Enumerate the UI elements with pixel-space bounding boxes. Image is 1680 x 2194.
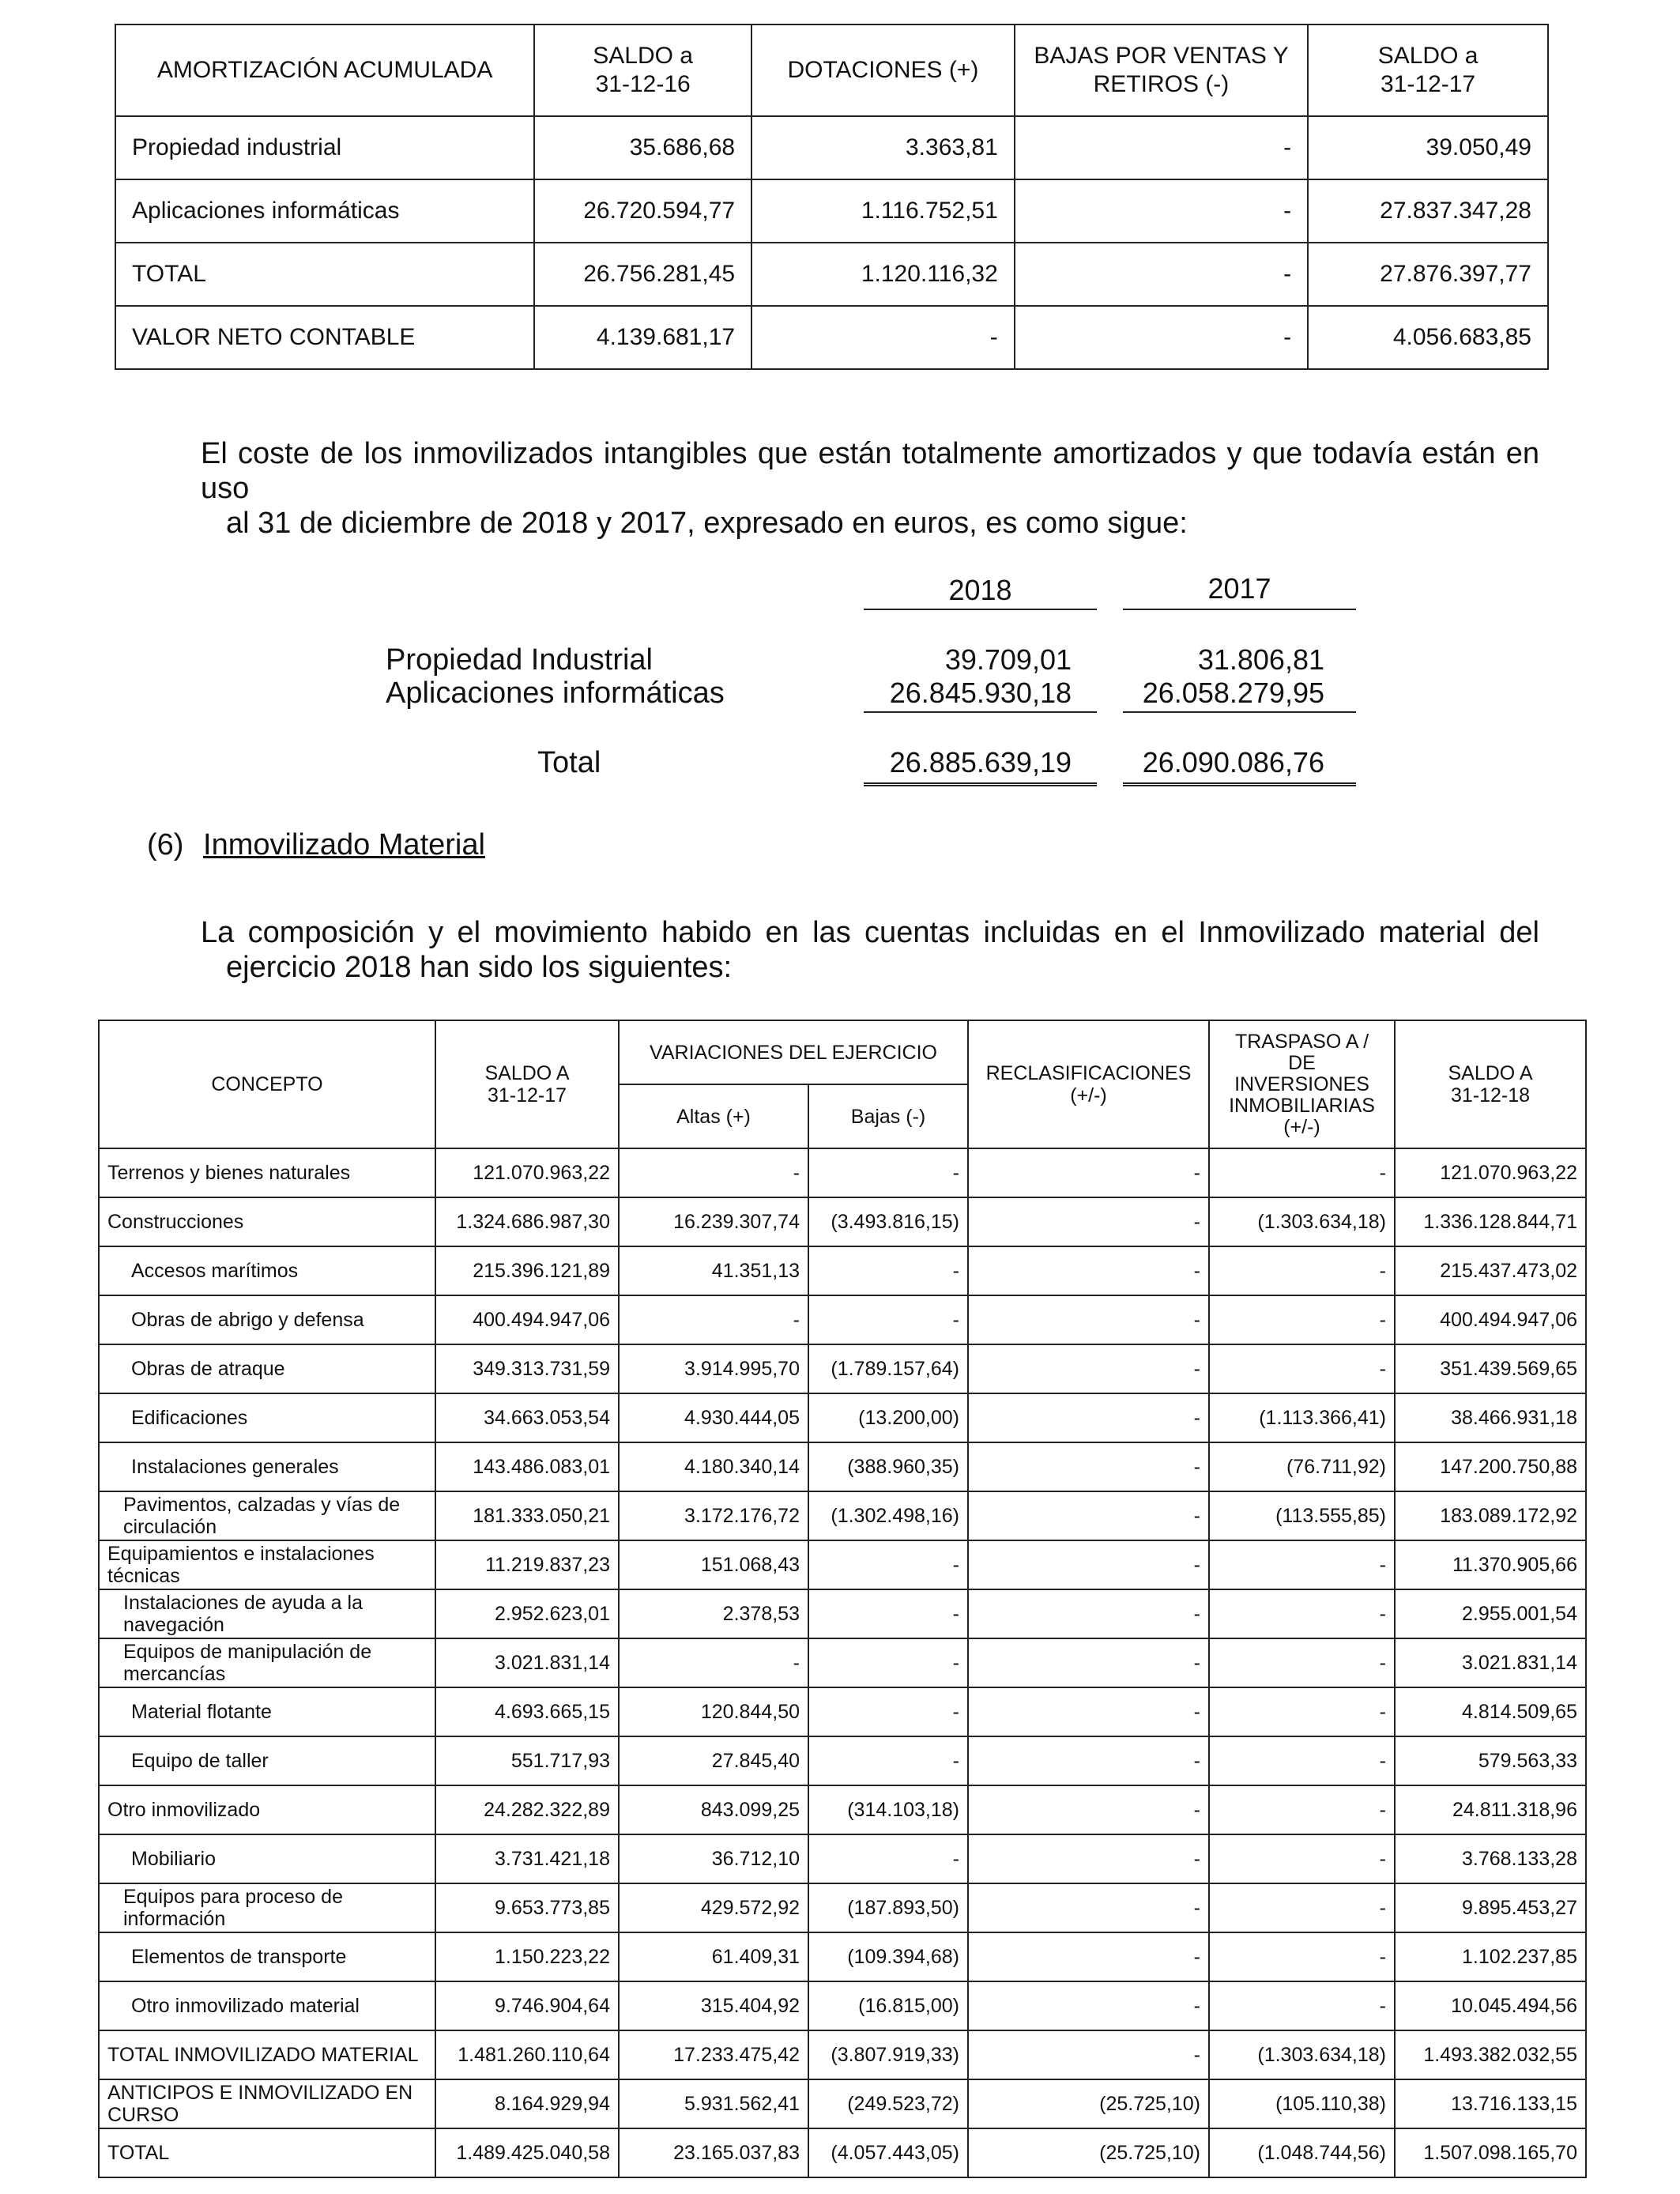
row-value: - [808,1540,968,1589]
row-value: - [1209,1246,1395,1295]
row-value: - [968,1344,1209,1393]
row-value: (4.057.443,05) [808,2128,968,2177]
row-value: 1.489.425.040,58 [435,2128,619,2177]
amortization-row [115,243,1548,306]
row-value: (25.725,10) [968,2079,1209,2128]
row-value: - [1209,1295,1395,1344]
tangible-row [99,2079,1586,2128]
tangible-header-row [99,1020,1586,1084]
row-value: (1.303.634,18) [1209,2030,1395,2079]
header-dotaciones: DOTACIONES (+) [751,25,1015,116]
row-value: - [968,1148,1209,1197]
row-value: 3.731.421,18 [435,1834,619,1883]
row-value: (76.711,92) [1209,1442,1395,1491]
row-value: - [619,1638,808,1687]
row-value: - [968,1638,1209,1687]
paragraph-line: La composición y el movimiento habido en las cuentas incluidas en el Inmovilizado material del [201,916,1539,949]
row-value: (1.789.157,64) [808,1344,968,1393]
summary-value: 26.058.279,95 [1142,677,1324,709]
row-value: 38.466.931,18 [1395,1393,1586,1442]
tangible-row [99,1197,1586,1246]
header-saldo-17: SALDO A 31-12-17 [435,1020,619,1148]
row-value: - [808,1295,968,1344]
row-value: - [1209,1638,1395,1687]
tangible-row [99,2128,1586,2177]
row-value: - [808,1687,968,1736]
concept-label: Mobiliario [99,1834,435,1883]
header-concepto: CONCEPTO [99,1020,435,1148]
row-value: (187.893,50) [808,1883,968,1932]
concept-label: Elementos de transporte [99,1932,435,1981]
row-value: (25.725,10) [968,2128,1209,2177]
row-value: (1.303.634,18) [1209,1197,1395,1246]
header-amortizacion: AMORTIZACIÓN ACUMULADA [115,25,534,116]
summary-value: 26.845.930,18 [889,677,1072,709]
row-value: - [808,1589,968,1638]
tangible-row [99,1442,1586,1491]
row-value: (1.302.498,16) [808,1491,968,1540]
header-saldo-17: SALDO a 31-12-17 [1308,25,1548,116]
row-value: 13.716.133,15 [1395,2079,1586,2128]
row-value: - [1209,1148,1395,1197]
row-value: - [1015,243,1308,306]
header-saldo-16: SALDO a 31-12-16 [534,25,751,116]
concept-label: Edificaciones [99,1393,435,1442]
row-label: VALOR NETO CONTABLE [115,306,534,369]
row-value: 27.876.397,77 [1308,243,1548,306]
row-value: - [1209,1344,1395,1393]
row-value: 400.494.947,06 [435,1295,619,1344]
summary-value: 31.806,81 [1197,643,1324,676]
row-value: - [1209,1589,1395,1638]
row-value: 4.139.681,17 [534,306,751,369]
row-value: - [1209,1540,1395,1589]
concept-label: TOTAL INMOVILIZADO MATERIAL [99,2030,435,2079]
row-value: (249.523,72) [808,2079,968,2128]
row-value: - [968,1736,1209,1785]
header-traspaso: TRASPASO A / DE INVERSIONES INMOBILIARIAS (+/-) [1209,1020,1395,1148]
tangible-row [99,1736,1586,1785]
summary-total-value: 26.090.086,76 [1142,746,1324,778]
summary-header-rule [1123,609,1356,610]
row-value: - [808,1638,968,1687]
header-altas: Altas (+) [619,1084,808,1148]
concept-label: Instalaciones generales [99,1442,435,1491]
row-value: 1.493.382.032,55 [1395,2030,1586,2079]
concept-label: Equipos de manipulación de mercancías [99,1638,435,1687]
row-value: 17.233.475,42 [619,2030,808,2079]
section-heading [147,828,485,862]
header-bajas: BAJAS POR VENTAS Y RETIROS (-) [1015,25,1308,116]
row-value: - [1209,1932,1395,1981]
row-value: 400.494.947,06 [1395,1295,1586,1344]
summary-label: Propiedad Industrial [386,643,653,677]
row-value: (13.200,00) [808,1393,968,1442]
concept-label: Accesos marítimos [99,1246,435,1295]
row-label: Aplicaciones informáticas [115,179,534,243]
row-value: - [968,1785,1209,1834]
summary-subtotal-rule [1123,711,1356,713]
tangible-row [99,1393,1586,1442]
header-reclasificaciones: RECLASIFICACIONES (+/-) [968,1020,1209,1148]
row-value: - [808,1736,968,1785]
row-value: - [1209,1785,1395,1834]
tangible-row [99,1785,1586,1834]
summary-header-rule [864,609,1097,610]
row-value: - [968,1589,1209,1638]
concept-label: Instalaciones de ayuda a la navegación [99,1589,435,1638]
row-value: 1.324.686.987,30 [435,1197,619,1246]
row-value: 3.021.831,14 [1395,1638,1586,1687]
row-value: 4.930.444,05 [619,1393,808,1442]
tangible-row [99,1687,1586,1736]
row-value: 9.746.904,64 [435,1981,619,2030]
row-value: - [751,306,1015,369]
row-value: 3.768.133,28 [1395,1834,1586,1883]
row-value: 3.914.995,70 [619,1344,808,1393]
summary-header-2017: 2017 [1207,572,1271,605]
concept-label: Equipamientos e instalaciones técnicas [99,1540,435,1589]
row-value: (16.815,00) [808,1981,968,2030]
row-value: 349.313.731,59 [435,1344,619,1393]
header-saldo-18: SALDO A 31-12-18 [1395,1020,1586,1148]
row-value: 2.952.623,01 [435,1589,619,1638]
row-value: 2.955.001,54 [1395,1589,1586,1638]
row-value: 121.070.963,22 [435,1148,619,1197]
row-value: 24.811.318,96 [1395,1785,1586,1834]
row-value: 10.045.494,56 [1395,1981,1586,2030]
row-value: - [1015,306,1308,369]
row-value: (113.555,85) [1209,1491,1395,1540]
row-value: 1.336.128.844,71 [1395,1197,1586,1246]
concept-label: Obras de atraque [99,1344,435,1393]
tangible-row [99,1638,1586,1687]
row-value: 23.165.037,83 [619,2128,808,2177]
row-value: 39.050,49 [1308,116,1548,179]
row-value: (314.103,18) [808,1785,968,1834]
header-bajas: Bajas (-) [808,1084,968,1148]
concept-label: TOTAL [99,2128,435,2177]
row-value: 1.116.752,51 [751,179,1015,243]
row-value: 1.481.260.110,64 [435,2030,619,2079]
row-value: - [968,1834,1209,1883]
row-value: - [968,1246,1209,1295]
row-value: 3.172.176,72 [619,1491,808,1540]
row-value: 4.693.665,15 [435,1687,619,1736]
row-value: - [619,1148,808,1197]
tangible-row [99,2030,1586,2079]
row-value: - [619,1295,808,1344]
intangibles-paragraph [201,436,1539,541]
row-value: 3.021.831,14 [435,1638,619,1687]
row-value: - [968,1932,1209,1981]
row-value: 121.070.963,22 [1395,1148,1586,1197]
paragraph-line: ejercicio 2018 han sido los siguientes: [226,951,733,984]
amortization-row [115,116,1548,179]
row-value: (1.113.366,41) [1209,1393,1395,1442]
concept-label: Terrenos y bienes naturales [99,1148,435,1197]
row-value: 4.056.683,85 [1308,306,1548,369]
summary-label: Aplicaciones informáticas [386,677,725,710]
row-value: - [968,1393,1209,1442]
row-value: (388.960,35) [808,1442,968,1491]
row-value: - [1209,1883,1395,1932]
summary-value: 39.709,01 [944,643,1072,676]
row-value: 1.150.223,22 [435,1932,619,1981]
row-value: (109.394,68) [808,1932,968,1981]
row-value: - [968,1540,1209,1589]
tangible-row [99,1491,1586,1540]
row-value: - [968,1687,1209,1736]
row-value: (3.493.816,15) [808,1197,968,1246]
tangible-row [99,1834,1586,1883]
row-value: - [968,1491,1209,1540]
row-value: - [808,1834,968,1883]
row-value: 3.363,81 [751,116,1015,179]
concept-label: Material flotante [99,1687,435,1736]
row-value: 120.844,50 [619,1687,808,1736]
row-value: - [1015,116,1308,179]
row-value: - [1015,179,1308,243]
concept-label: Otro inmovilizado [99,1785,435,1834]
row-value: 61.409,31 [619,1932,808,1981]
header-variaciones: VARIACIONES DEL EJERCICIO [619,1020,968,1084]
row-value: 579.563,33 [1395,1736,1586,1785]
concept-label: Construcciones [99,1197,435,1246]
row-label: Propiedad industrial [115,116,534,179]
summary-total-double-rule [864,782,1097,786]
row-value: 151.068,43 [619,1540,808,1589]
concept-label: Obras de abrigo y defensa [99,1295,435,1344]
row-value: 4.814.509,65 [1395,1687,1586,1736]
row-value: 9.895.453,27 [1395,1883,1586,1932]
row-value: 351.439.569,65 [1395,1344,1586,1393]
row-value: (105.110,38) [1209,2079,1395,2128]
tangible-row [99,1932,1586,1981]
concept-label: Otro inmovilizado material [99,1981,435,2030]
tangible-row [99,1246,1586,1295]
row-value: 181.333.050,21 [435,1491,619,1540]
row-value: 147.200.750,88 [1395,1442,1586,1491]
summary-total-label: Total [537,746,601,779]
row-value: 11.370.905,66 [1395,1540,1586,1589]
row-value: 2.378,53 [619,1589,808,1638]
row-value: 34.663.053,54 [435,1393,619,1442]
row-value: - [1209,1834,1395,1883]
row-label: TOTAL [115,243,534,306]
row-value: 36.712,10 [619,1834,808,1883]
amortization-table [115,24,1549,370]
tangible-row [99,1344,1586,1393]
concept-label: Equipos para proceso de información [99,1883,435,1932]
paragraph-line: El coste de los inmovilizados intangibles que están totalmente amortizados y que todavía están en uso [201,437,1539,505]
tangible-row [99,1295,1586,1344]
amortization-header-row [115,25,1548,116]
row-value: 26.720.594,77 [534,179,751,243]
row-value: - [968,1295,1209,1344]
row-value: 5.931.562,41 [619,2079,808,2128]
section-title: Inmovilizado Material [203,828,485,861]
row-value: 1.120.116,32 [751,243,1015,306]
summary-total-value: 26.885.639,19 [889,746,1072,778]
section-number: (6) [147,828,184,861]
row-value: - [1209,1981,1395,2030]
summary-header-2018: 2018 [948,574,1012,606]
concept-label: Pavimentos, calzadas y vías de circulación [99,1491,435,1540]
amortization-row [115,306,1548,369]
row-value: 1.507.098.165,70 [1395,2128,1586,2177]
tangible-row [99,1540,1586,1589]
row-value: 4.180.340,14 [619,1442,808,1491]
paragraph-line: al 31 de diciembre de 2018 y 2017, expresado en euros, es como sigue: [226,507,1188,540]
row-value: - [1209,1687,1395,1736]
row-value: - [968,2030,1209,2079]
row-value: 26.756.281,45 [534,243,751,306]
row-value: 1.102.237,85 [1395,1932,1586,1981]
tangible-row [99,1981,1586,2030]
row-value: - [808,1148,968,1197]
row-value: 843.099,25 [619,1785,808,1834]
row-value: 143.486.083,01 [435,1442,619,1491]
row-value: 8.164.929,94 [435,2079,619,2128]
row-value: - [808,1246,968,1295]
row-value: 9.653.773,85 [435,1883,619,1932]
concept-label: ANTICIPOS E INMOVILIZADO EN CURSO [99,2079,435,2128]
row-value: - [968,1981,1209,2030]
row-value: 27.837.347,28 [1308,179,1548,243]
amortization-row [115,179,1548,243]
tangible-row [99,1883,1586,1932]
row-value: 41.351,13 [619,1246,808,1295]
row-value: (3.807.919,33) [808,2030,968,2079]
composition-paragraph [201,915,1539,985]
row-value: 551.717,93 [435,1736,619,1785]
row-value: - [968,1442,1209,1491]
row-value: 215.396.121,89 [435,1246,619,1295]
row-value: 11.219.837,23 [435,1540,619,1589]
row-value: 35.686,68 [534,116,751,179]
row-value: 183.089.172,92 [1395,1491,1586,1540]
row-value: 16.239.307,74 [619,1197,808,1246]
row-value: - [968,1883,1209,1932]
summary-total-double-rule [1123,782,1356,786]
tangible-assets-table [98,1020,1587,2178]
row-value: 24.282.322,89 [435,1785,619,1834]
row-value: 429.572,92 [619,1883,808,1932]
row-value: - [1209,1736,1395,1785]
row-value: 215.437.473,02 [1395,1246,1586,1295]
summary-subtotal-rule [864,711,1097,713]
row-value: 27.845,40 [619,1736,808,1785]
tangible-row [99,1148,1586,1197]
tangible-row [99,1589,1586,1638]
row-value: - [968,1197,1209,1246]
concept-label: Equipo de taller [99,1736,435,1785]
row-value: 315.404,92 [619,1981,808,2030]
row-value: (1.048.744,56) [1209,2128,1395,2177]
